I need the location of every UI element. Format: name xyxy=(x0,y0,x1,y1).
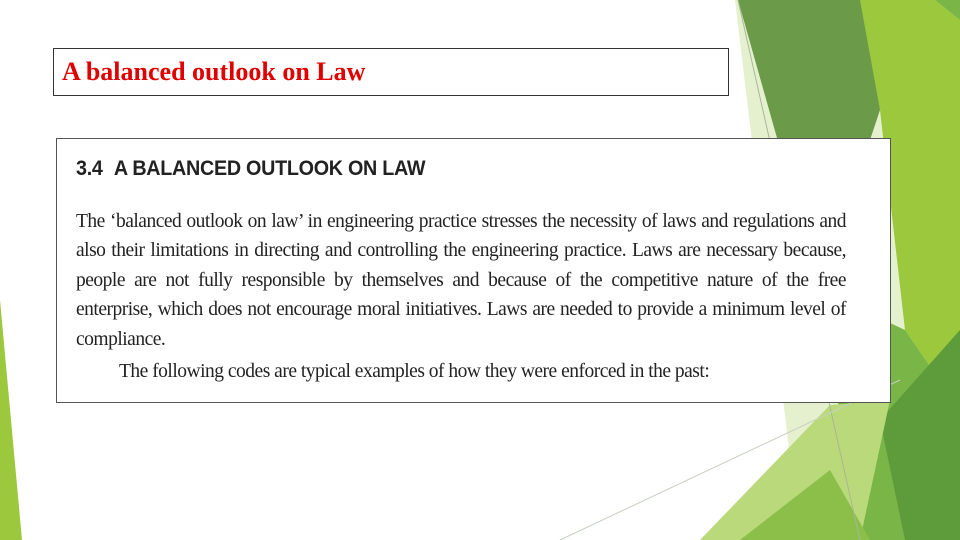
section-title: A BALANCED OUTLOOK ON LAW xyxy=(113,157,426,180)
left-green-sliver xyxy=(0,300,22,540)
section-number: 3.4 xyxy=(76,157,103,180)
body-paragraph: The ‘balanced outlook on law’ in engineering practice stresses the necessity of laws and regulations and also their limitations in directing and controlling the engineering practice. Laws are necessary because, people are not fully responsible by themselves and because of the competitive nature of the free enterprise, which does not encourage moral initiatives. Laws are needed to provide a minimum level of compliance. xyxy=(76,211,846,350)
section-heading xyxy=(76,157,425,181)
slide-title-box xyxy=(53,48,729,96)
textbook-excerpt-image xyxy=(56,138,891,403)
slide-title: A balanced outlook on Law xyxy=(62,57,366,86)
body-paragraph-indented: The following codes are typical examples of how they were enforced in the past: xyxy=(119,361,710,382)
